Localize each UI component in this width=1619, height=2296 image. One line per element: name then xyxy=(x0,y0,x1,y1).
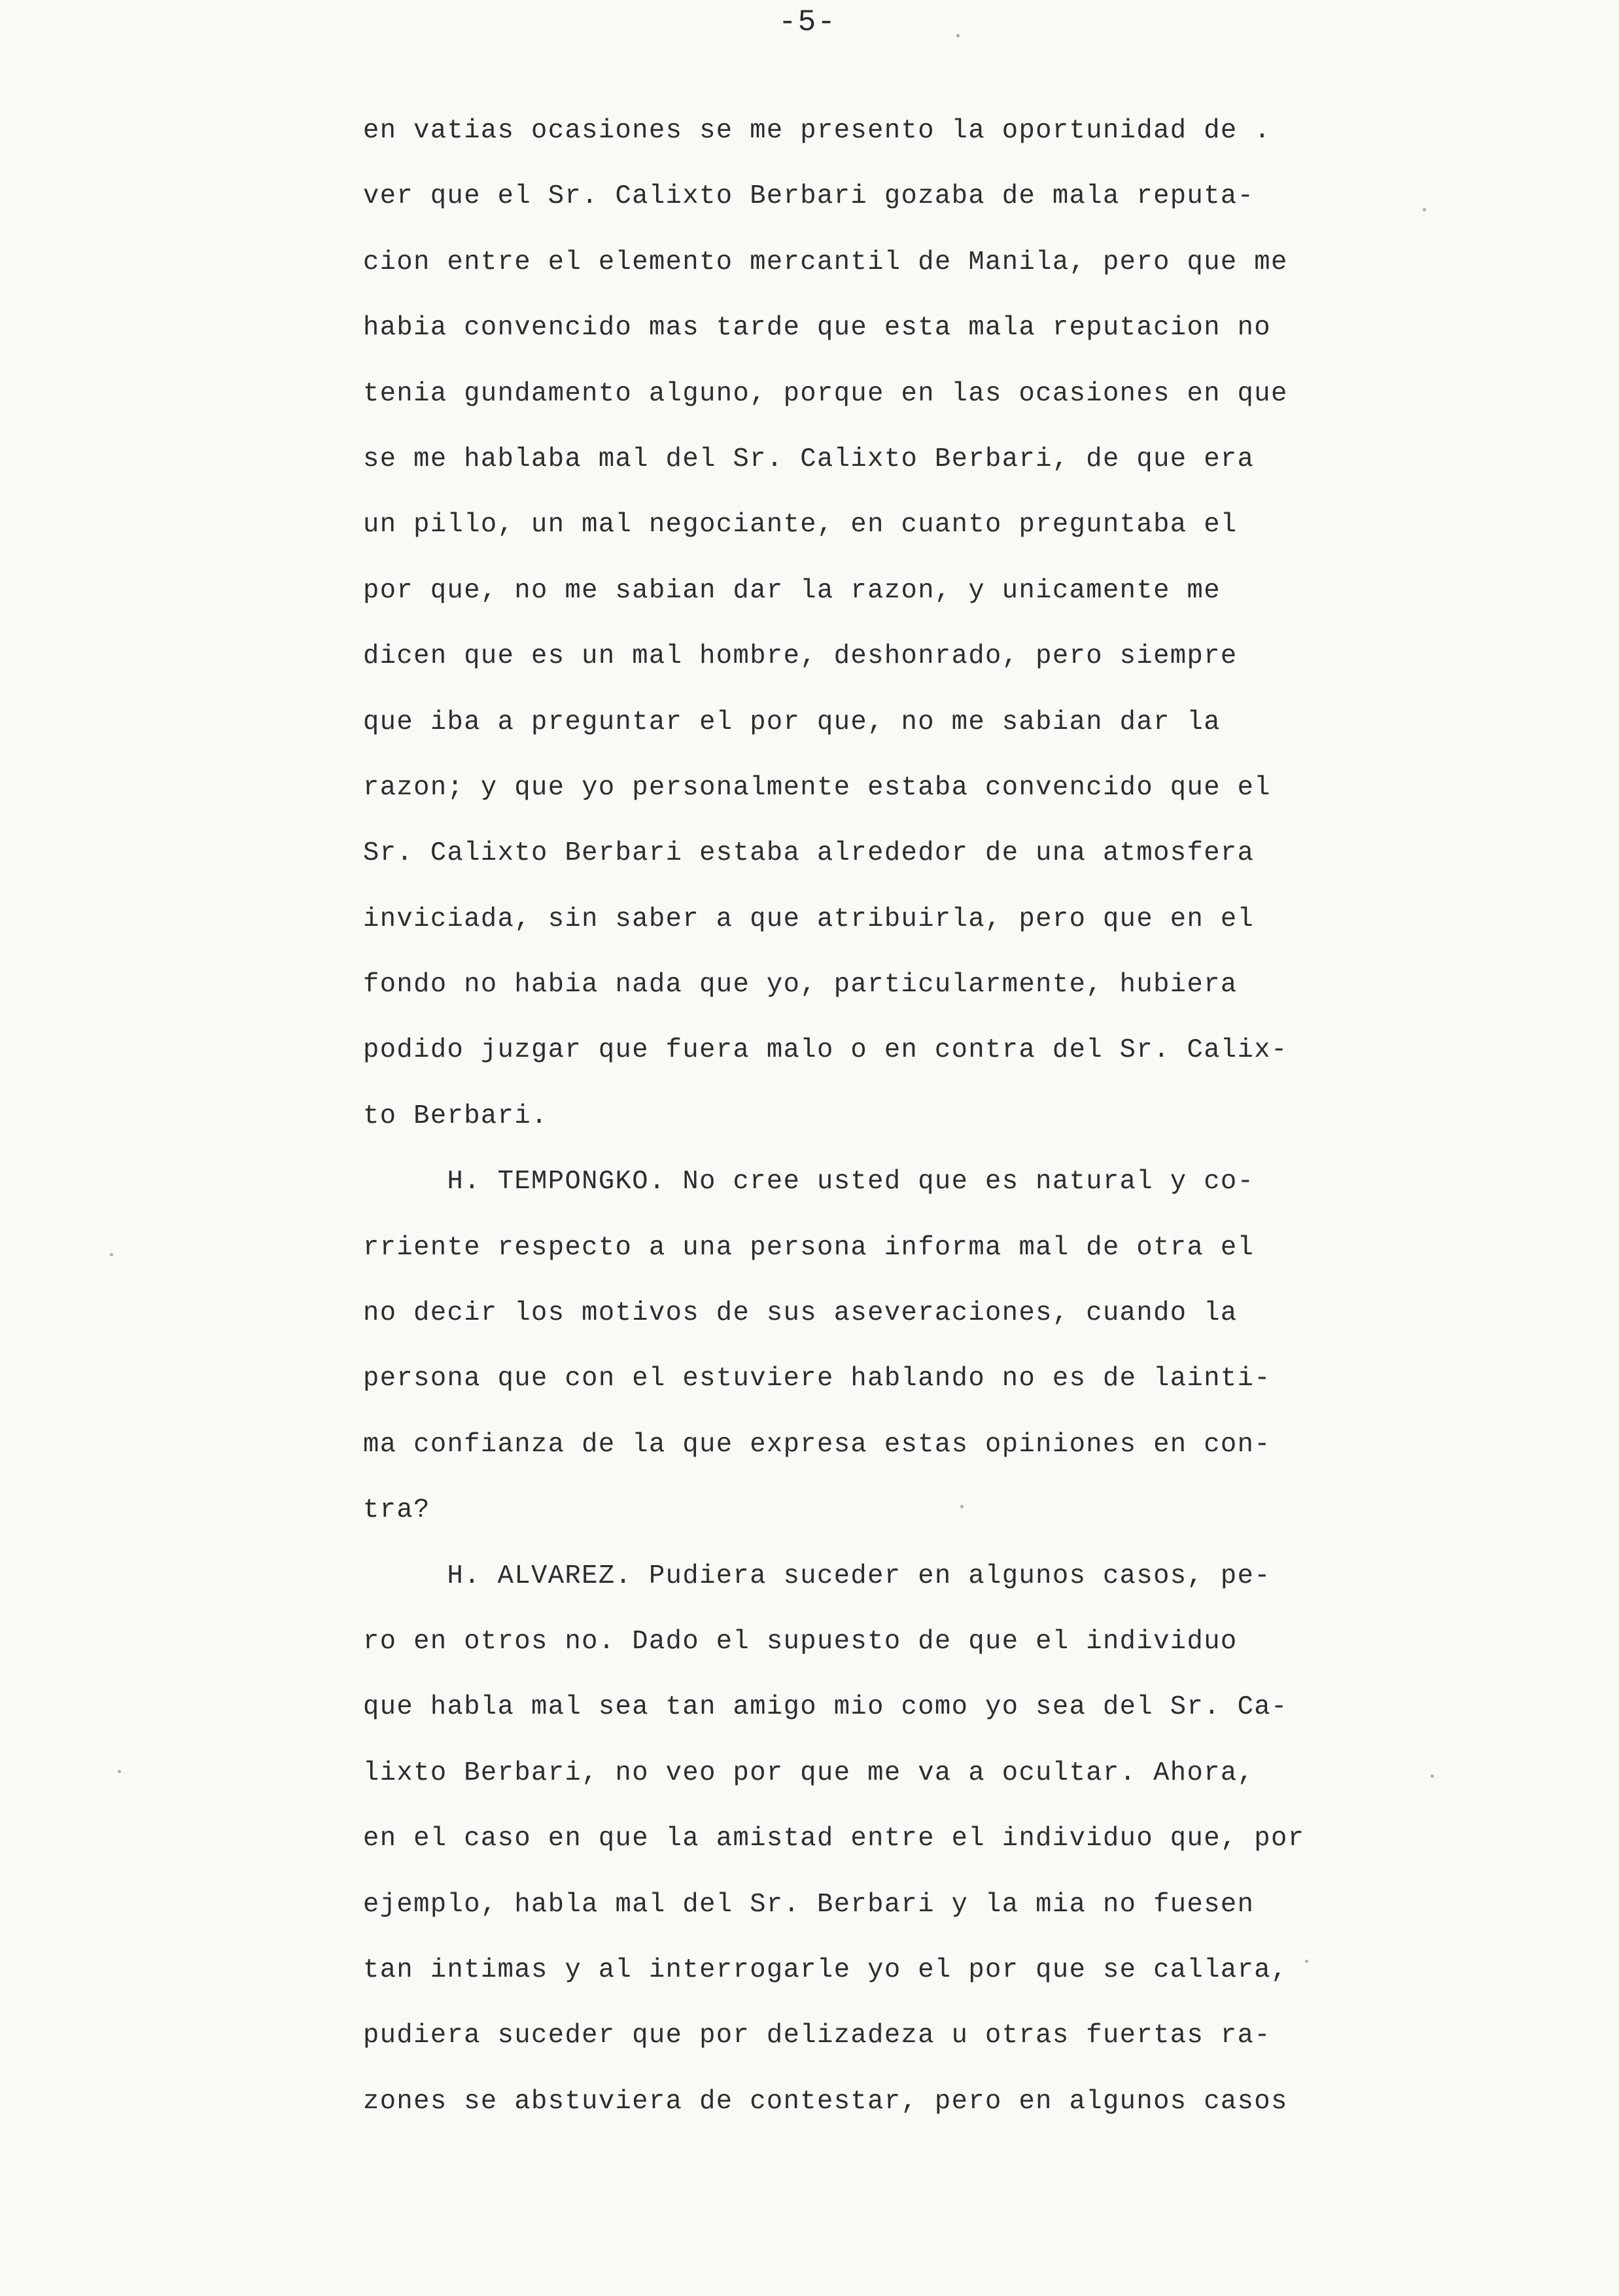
text-line: pudiera suceder que por delizadeza u otras fuertas ra- xyxy=(363,2021,1272,2051)
text-line: fondo no habia nada que yo, particularmente, hubiera xyxy=(363,970,1238,1000)
text-line: inviciada, sin saber a que atribuirla, pero que en el xyxy=(363,904,1255,934)
text-line: en el caso en que la amistad entre el individuo que, por xyxy=(363,1824,1305,1854)
paper-speck xyxy=(956,34,960,37)
text-line: habia convencido mas tarde que esta mala reputacion no xyxy=(363,313,1272,344)
text-line: to Berbari. xyxy=(363,1101,548,1131)
text-line: zones se abstuviera de contestar, pero en algunos casos xyxy=(363,2086,1288,2117)
paper-speck xyxy=(1431,1775,1434,1778)
text-line: cion entre el elemento mercantil de Manila, pero que me xyxy=(363,247,1288,277)
page-number: -5- xyxy=(778,5,837,39)
text-line: tan intimas y al interrogarle yo el por que se callara, xyxy=(363,1954,1288,1985)
text-line: H. ALVAREZ. Pudiera suceder en algunos casos, pe- xyxy=(363,1561,1272,1591)
text-line: ro en otros no. Dado el supuesto de que el individuo xyxy=(363,1626,1238,1657)
paper-speck xyxy=(110,1253,113,1256)
text-line: tra? xyxy=(363,1495,430,1526)
paper-speck xyxy=(118,1770,121,1773)
text-line: dicen que es un mal hombre, deshonrado, pero siempre xyxy=(363,641,1238,672)
text-line: lixto Berbari, no veo por que me va a ocultar. Ahora, xyxy=(363,1757,1255,1788)
text-line: por que, no me sabian dar la razon, y unicamente me xyxy=(363,575,1221,606)
paper-speck xyxy=(960,1505,964,1508)
paper-speck xyxy=(1423,208,1426,211)
text-line: podido juzgar que fuera malo o en contra del Sr. Calix- xyxy=(363,1035,1288,1066)
text-line: se me hablaba mal del Sr. Calixto Berbari, de que era xyxy=(363,444,1255,474)
text-line: que iba a preguntar el por que, no me sabian dar la xyxy=(363,707,1221,737)
paper-speck xyxy=(1305,1960,1308,1963)
text-line: tenia gundamento alguno, porque en las ocasiones en que xyxy=(363,378,1288,409)
text-line: H. TEMPONGKO. No cree usted que es natural y co- xyxy=(363,1167,1255,1197)
text-line: en vatias ocasiones se me presento la oportunidad de . xyxy=(363,116,1272,146)
text-line: ver que el Sr. Calixto Berbari gozaba de mala reputa- xyxy=(363,181,1255,212)
text-line: un pillo, un mal negociante, en cuanto preguntaba el xyxy=(363,510,1238,540)
text-line: Sr. Calixto Berbari estaba alrededor de una atmosfera xyxy=(363,838,1255,869)
text-line: rriente respecto a una persona informa mal de otra el xyxy=(363,1232,1255,1263)
text-line: persona que con el estuviere hablando no es de lainti- xyxy=(363,1364,1272,1394)
text-line: que habla mal sea tan amigo mio como yo sea del Sr. Ca- xyxy=(363,1692,1288,1723)
text-line: no decir los motivos de sus aseveraciones, cuando la xyxy=(363,1298,1238,1329)
typed-text-body xyxy=(363,98,1331,2134)
text-line: razon; y que yo personalmente estaba convencido que el xyxy=(363,772,1272,803)
text-line: ma confianza de la que expresa estas opiniones en con- xyxy=(363,1429,1272,1460)
text-line: ejemplo, habla mal del Sr. Berbari y la mia no fuesen xyxy=(363,1889,1255,1920)
